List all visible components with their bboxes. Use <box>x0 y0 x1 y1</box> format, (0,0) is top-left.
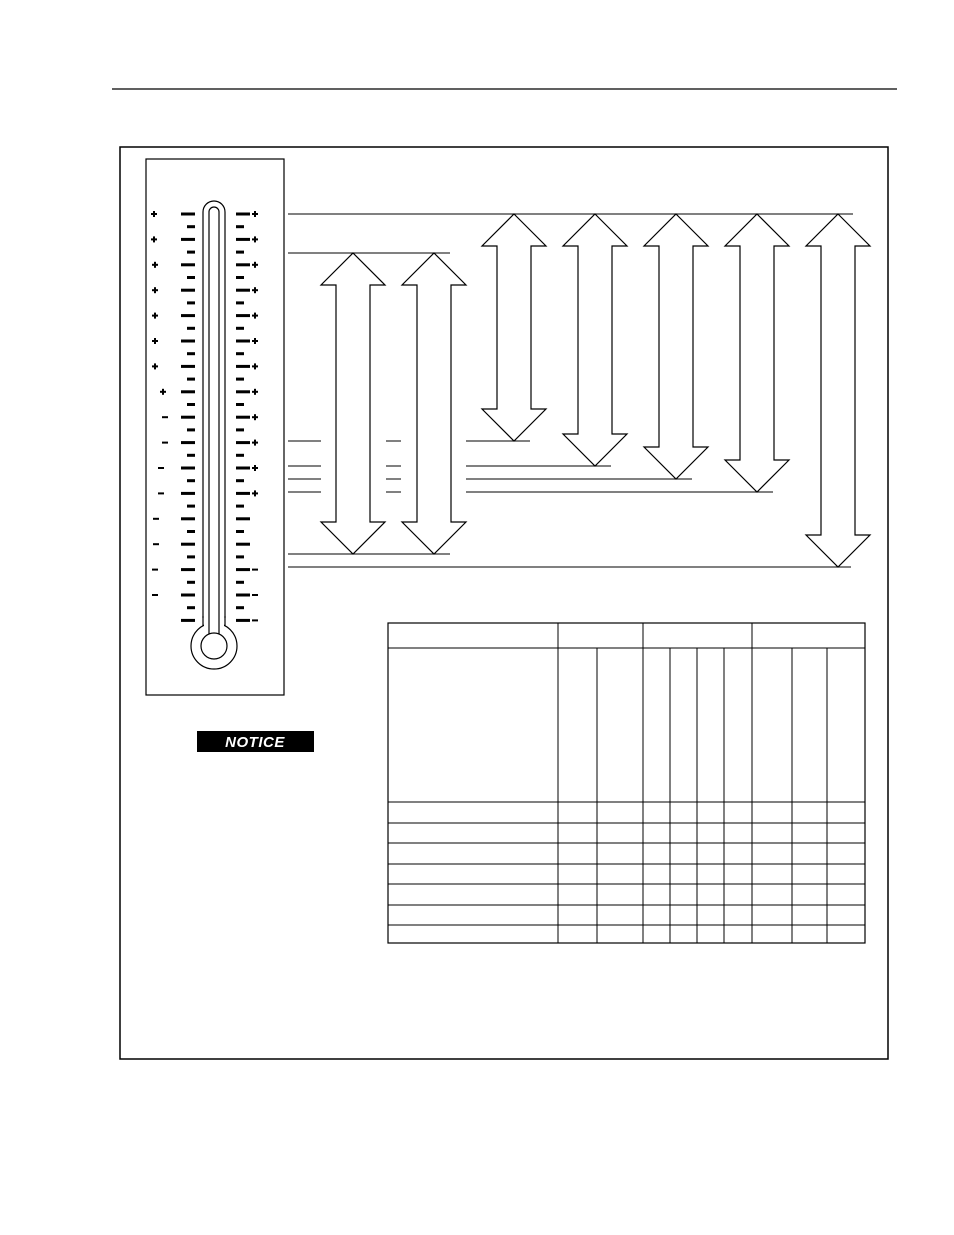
scale-tick-left-minor <box>187 530 195 533</box>
scale-tick-left-minor <box>187 555 195 558</box>
scale-tick-left-major <box>181 441 195 444</box>
notice-label: NOTICE <box>225 734 285 751</box>
thermometer-icon <box>191 201 237 669</box>
scale-plus-mark <box>252 211 258 217</box>
scale-tick-left-minor <box>187 327 195 330</box>
scale-tick-left-major <box>181 492 195 495</box>
scale-tick-right-major <box>236 594 250 597</box>
scale-tick-left-major <box>181 263 195 266</box>
scale-tick-right-minor <box>236 530 244 533</box>
scale-tick-left-minor <box>187 581 195 584</box>
range-arrow-3 <box>482 214 546 441</box>
scale-tick-left-minor <box>187 428 195 431</box>
thermometer-bulb-neck-mask <box>204 616 224 626</box>
scale-tick-right-major <box>236 289 250 292</box>
scale-tick-left-minor <box>187 505 195 508</box>
scale-minus-mark <box>252 619 258 621</box>
scale-tick-left-minor <box>187 251 195 254</box>
scale-plus-mark <box>252 440 258 446</box>
scale-tick-left-major <box>181 289 195 292</box>
scale-plus-mark <box>252 414 258 420</box>
scale-tick-left-major <box>181 467 195 470</box>
scale-tick-left-major <box>181 594 195 597</box>
scale-tick-right-major <box>236 492 250 495</box>
scale-tick-right-minor <box>236 454 244 457</box>
scale-tick-left-major <box>181 416 195 419</box>
scale-tick-left-minor <box>187 403 195 406</box>
scale-plus-mark <box>252 313 258 319</box>
scale-tick-left-major <box>181 365 195 368</box>
scale-tick-right-major <box>236 365 250 368</box>
scale-minus-mark <box>158 467 164 469</box>
scale-plus-mark <box>152 262 158 268</box>
scale-tick-left-minor <box>187 301 195 304</box>
scale-tick-right-major <box>236 314 250 317</box>
range-arrow-2 <box>402 253 466 554</box>
scale-tick-left-major <box>181 568 195 571</box>
scale-tick-right-major <box>236 568 250 571</box>
scale-plus-mark <box>152 313 158 319</box>
scale-tick-right-major <box>236 467 250 470</box>
thermometer-outer-outline <box>203 201 225 618</box>
scale-tick-right-minor <box>236 403 244 406</box>
scale-minus-mark <box>152 569 158 571</box>
scale-tick-right-major <box>236 340 250 343</box>
scale-tick-right-major <box>236 416 250 419</box>
scale-minus-mark <box>162 416 168 418</box>
table-border <box>388 623 865 943</box>
scale-tick-left-major <box>181 543 195 546</box>
scale-tick-left-major <box>181 238 195 241</box>
scale-minus-mark <box>158 492 164 494</box>
scale-plus-mark <box>160 389 166 395</box>
scale-tick-right-minor <box>236 251 244 254</box>
scale-plus-mark <box>152 363 158 369</box>
scale-tick-right-major <box>236 238 250 241</box>
scale-tick-right-major <box>236 390 250 393</box>
thermometer-scale-ticks <box>181 213 250 622</box>
scale-minus-mark <box>252 594 258 596</box>
scale-tick-left-major <box>181 314 195 317</box>
scale-tick-right-major <box>236 213 250 216</box>
scale-plus-mark <box>151 236 157 242</box>
range-arrows <box>321 214 870 567</box>
scale-plus-mark <box>151 211 157 217</box>
scale-plus-mark <box>252 262 258 268</box>
scale-plus-mark <box>252 287 258 293</box>
range-arrow-5 <box>644 214 708 479</box>
scale-tick-left-minor <box>187 378 195 381</box>
scale-plus-mark <box>252 490 258 496</box>
notice-badge <box>197 731 314 752</box>
scale-tick-left-minor <box>187 225 195 228</box>
scale-minus-mark <box>152 594 158 596</box>
scale-plus-mark <box>252 236 258 242</box>
thermometer-panel <box>146 159 284 695</box>
scale-tick-left-minor <box>187 479 195 482</box>
scale-plus-mark <box>152 338 158 344</box>
scale-tick-left-major <box>181 213 195 216</box>
reference-table <box>388 623 865 943</box>
scale-tick-right-minor <box>236 327 244 330</box>
scale-tick-left-major <box>181 517 195 520</box>
scale-tick-right-minor <box>236 378 244 381</box>
scale-tick-right-major <box>236 517 250 520</box>
scale-plus-mark <box>252 338 258 344</box>
scale-tick-right-major <box>236 619 250 622</box>
scale-minus-mark <box>153 518 159 520</box>
scale-tick-left-major <box>181 340 195 343</box>
scale-minus-mark <box>162 442 168 444</box>
range-arrow-1 <box>321 253 385 554</box>
scale-tick-right-minor <box>236 555 244 558</box>
scale-tick-left-minor <box>187 606 195 609</box>
range-arrow-6 <box>725 214 789 492</box>
scale-tick-left-major <box>181 619 195 622</box>
scale-tick-right-minor <box>236 225 244 228</box>
thermometer-inner-tube <box>209 207 219 622</box>
scale-tick-right-minor <box>236 276 244 279</box>
scale-tick-left-minor <box>187 352 195 355</box>
scale-tick-right-minor <box>236 428 244 431</box>
scale-tick-right-major <box>236 543 250 546</box>
scale-tick-right-minor <box>236 581 244 584</box>
scale-plus-mark <box>252 389 258 395</box>
scale-tick-right-minor <box>236 479 244 482</box>
scale-tick-right-minor <box>236 352 244 355</box>
scale-minus-mark <box>153 543 159 545</box>
scale-minus-mark <box>252 569 258 571</box>
scale-tick-right-minor <box>236 301 244 304</box>
range-arrow-4 <box>563 214 627 466</box>
scale-tick-right-minor <box>236 606 244 609</box>
scale-tick-right-major <box>236 441 250 444</box>
thermometer-panel-border <box>146 159 284 695</box>
scale-plus-mark <box>252 363 258 369</box>
scale-tick-right-major <box>236 263 250 266</box>
scale-plus-mark <box>152 287 158 293</box>
scale-tick-right-minor <box>236 505 244 508</box>
thermometer-bulb-inner <box>201 633 227 659</box>
range-arrow-7 <box>806 214 870 567</box>
scale-plus-mark <box>252 465 258 471</box>
scale-tick-left-major <box>181 390 195 393</box>
scale-tick-left-minor <box>187 454 195 457</box>
scale-tick-left-minor <box>187 276 195 279</box>
